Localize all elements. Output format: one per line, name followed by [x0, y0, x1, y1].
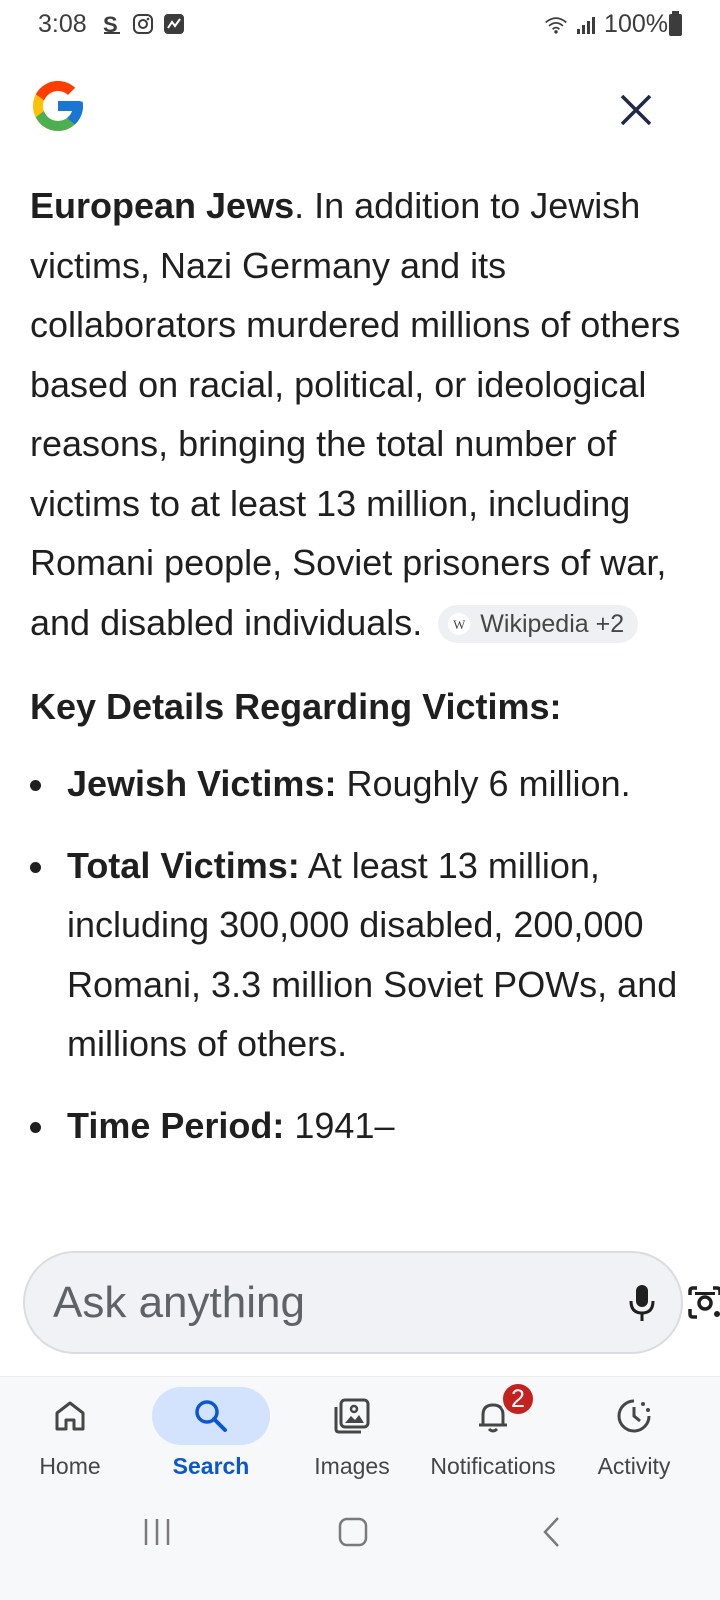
status-notification-icons: [100, 12, 186, 36]
notification-badge: 2: [500, 1381, 536, 1417]
status-bar: [0, 0, 720, 52]
voice-search-button[interactable]: [628, 1275, 656, 1331]
home-system-button[interactable]: [323, 1512, 383, 1552]
list-item: [30, 836, 690, 1074]
signal-icon: [574, 13, 598, 37]
bottom-nav: [0, 1376, 720, 1496]
instagram-icon: [131, 12, 155, 36]
details-list: [30, 754, 690, 1155]
bullet-label: Total Victims:: [67, 844, 300, 886]
microphone-icon: [628, 1283, 656, 1323]
app-s-icon: [100, 12, 124, 36]
nav-notifications[interactable]: [423, 1384, 563, 1480]
bullet-text: At least 13 million, including 300,000 disabled, 200,000 Romani, 3.3 million Soviet POWs, and millions of others.: [67, 844, 678, 1064]
close-icon: [619, 93, 653, 127]
svg-text:S: S: [103, 13, 118, 35]
battery-percent: 100%: [604, 10, 668, 38]
ask-input[interactable]: [53, 1278, 628, 1328]
google-logo: [28, 76, 88, 136]
bullet-text: 1941–: [284, 1104, 395, 1146]
bullet-label: Time Period:: [67, 1104, 285, 1146]
nav-notifications-label: Notifications: [430, 1453, 556, 1479]
ai-answer: [30, 176, 690, 1177]
answer-bold-term: European Jews: [30, 185, 295, 226]
status-system-icons: [544, 10, 668, 39]
wifi-icon: [544, 13, 568, 37]
nav-activity-label: Activity: [597, 1453, 671, 1479]
home-icon: [52, 1398, 88, 1434]
search-icon: [193, 1398, 229, 1434]
nav-images-label: Images: [314, 1453, 390, 1479]
answer-text: . In addition to Jewish victims, Nazi Germany and its collaborators murdered millions of others based on racial, political, or ideological reasons, bringing the total number of victims to at least 13 million, including Romani people, Soviet prisoners of war, and disabled individuals.: [30, 185, 681, 643]
home-square-icon: [337, 1516, 369, 1548]
answer-paragraph: [30, 176, 690, 652]
source-chip-label: Wikipedia +2: [480, 609, 625, 638]
lens-button[interactable]: [686, 1275, 720, 1331]
wikipedia-icon: W: [448, 613, 470, 635]
nav-activity[interactable]: [564, 1387, 704, 1480]
nav-home-label: Home: [39, 1453, 101, 1479]
bullet-text: Roughly 6 million.: [336, 763, 631, 804]
list-item: [30, 754, 690, 814]
images-icon: [333, 1397, 371, 1435]
nav-home[interactable]: [0, 1387, 140, 1480]
close-button[interactable]: [612, 86, 660, 134]
nav-search-label: Search: [172, 1453, 250, 1479]
ask-bar: [23, 1251, 683, 1354]
battery-icon: [669, 14, 682, 36]
list-item: [30, 1096, 690, 1156]
system-nav-bar: [0, 1496, 720, 1600]
recents-icon: [141, 1517, 173, 1547]
back-chevron-icon: [540, 1515, 564, 1549]
bullet-label: Jewish Victims:: [67, 763, 337, 804]
source-chip[interactable]: [438, 605, 638, 643]
back-button[interactable]: [522, 1512, 582, 1552]
section-heading: Key Details Regarding Victims:: [30, 686, 562, 727]
nav-images[interactable]: [282, 1387, 422, 1480]
activity-icon: [615, 1397, 653, 1435]
recent-apps-button[interactable]: [127, 1512, 187, 1552]
status-time: 3:08: [38, 10, 87, 38]
app-activity-icon: [162, 12, 186, 36]
lens-camera-icon: [686, 1285, 720, 1321]
nav-search[interactable]: [141, 1387, 281, 1480]
